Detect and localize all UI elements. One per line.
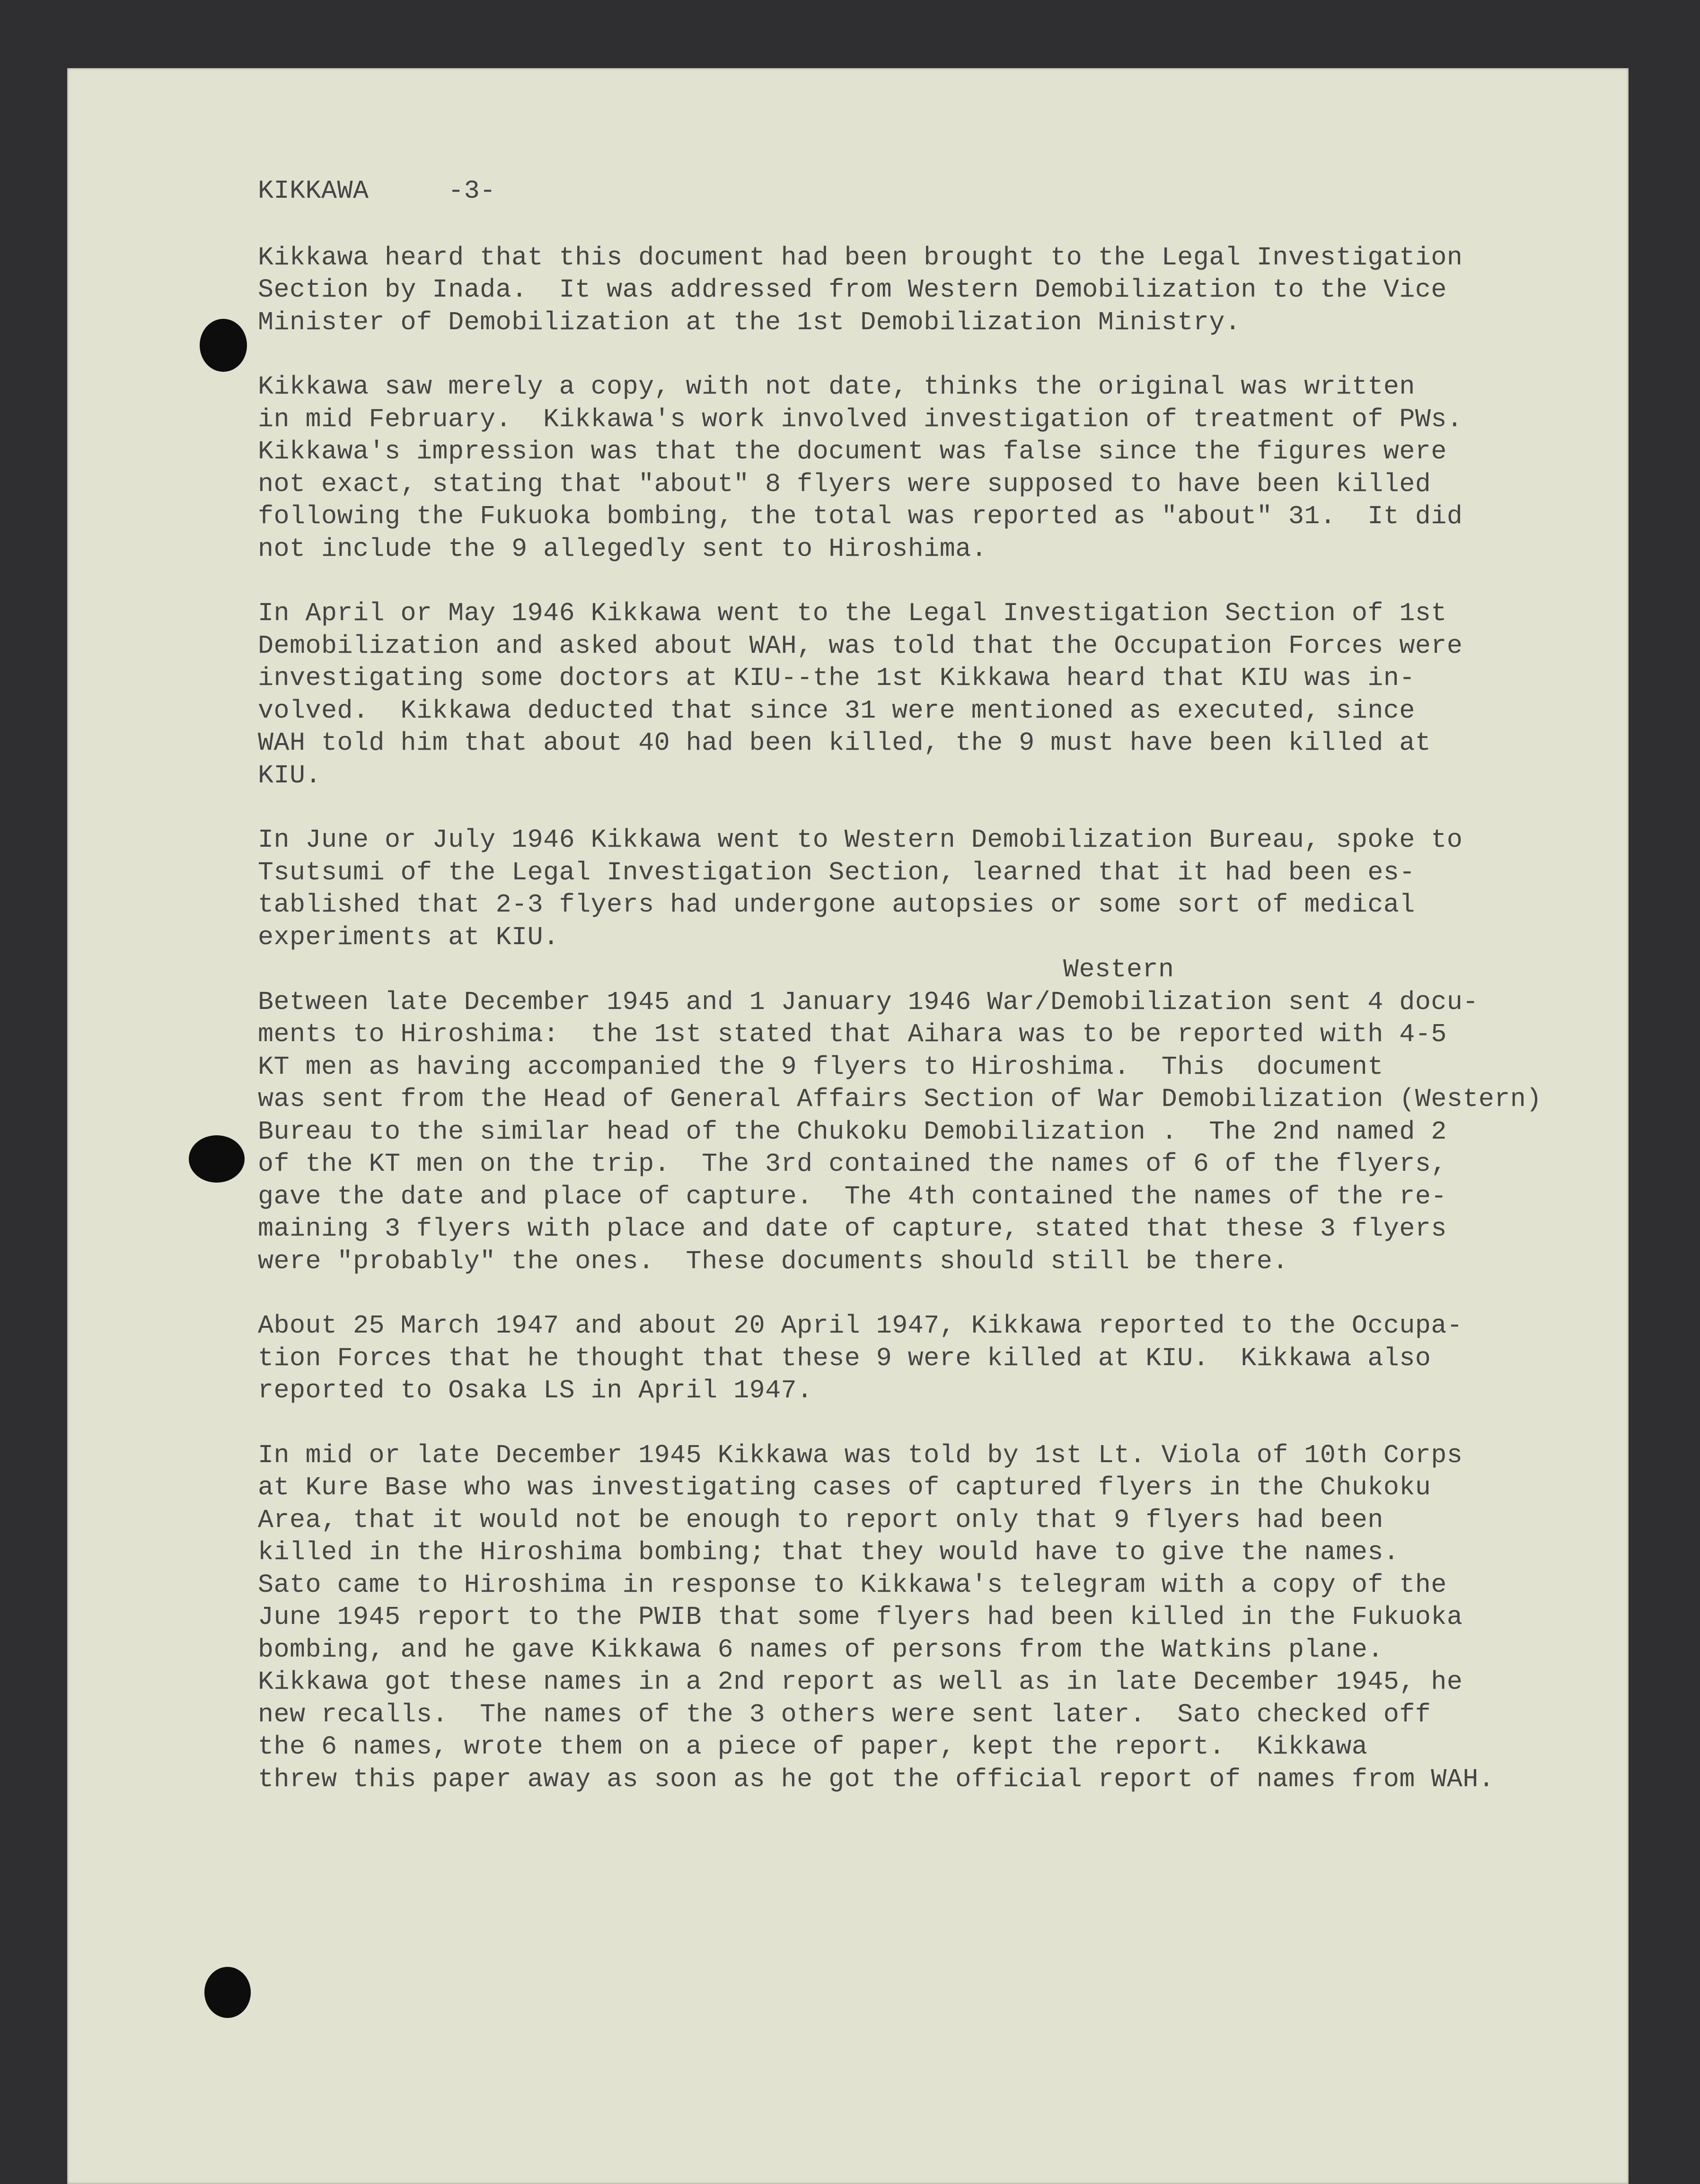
text-line: tion Forces that he thought that these 9 were killed at KIU. Kikkawa also	[258, 1343, 1431, 1373]
text-line: KT men as having accompanied the 9 flyers to Hiroshima. This document	[258, 1052, 1383, 1082]
paragraph-2	[258, 371, 1564, 565]
text-line: new recalls. The names of the 3 others were sent later. Sato checked off	[258, 1699, 1431, 1729]
text-line: at Kure Base who was investigating cases of captured flyers in the Chukoku	[258, 1473, 1431, 1502]
punch-hole-top	[200, 319, 247, 372]
text-line: were "probably" the ones. These documents should still be there.	[258, 1246, 1288, 1276]
paragraph-6	[258, 1310, 1564, 1407]
text-line: bombing, and he gave Kikkawa 6 names of persons from the Watkins plane.	[258, 1634, 1383, 1665]
text-line: Kikkawa got these names in a 2nd report as well as in late December 1945, he	[258, 1667, 1463, 1697]
paragraph-7	[258, 1439, 1564, 1796]
text-line: reported to Osaka LS in April 1947.	[258, 1376, 813, 1405]
text-line: volved. Kikkawa deducted that since 31 were mentioned as executed, since	[258, 695, 1415, 726]
text-line: was sent from the Head of General Affairs Section of War Demobilization (Western)	[258, 1084, 1542, 1114]
text-line: the 6 names, wrote them on a piece of paper, kept the report. Kikkawa	[258, 1732, 1368, 1762]
paragraph-3	[258, 597, 1564, 792]
insertion-text: Western	[1063, 955, 1174, 984]
text-line: Minister of Demobilization at the 1st Demobilization Ministry.	[258, 307, 1241, 337]
text-line: killed in the Hiroshima bombing; that they would have to give the names.	[258, 1537, 1400, 1567]
text-line: not exact, stating that "about" 8 flyers were supposed to have been killed	[258, 469, 1431, 499]
text-line: in mid February. Kikkawa's work involved investigation of treatment of PWs.	[258, 404, 1463, 434]
text-line: Bureau to the similar head of the Chukoku Demobilization . The 2nd named 2	[258, 1116, 1447, 1147]
text-line: Section by Inada. It was addressed from Western Demobilization to the Vice	[258, 275, 1447, 305]
text-line: WAH told him that about 40 had been killed, the 9 must have been killed at	[258, 728, 1431, 758]
text-line: About 25 March 1947 and about 20 April 1947, Kikkawa reported to the Occupa-	[258, 1311, 1463, 1341]
text-line: Kikkawa's impression was that the document was false since the figures were	[258, 437, 1447, 466]
text-line: In mid or late December 1945 Kikkawa was told by 1st Lt. Viola of 10th Corps	[258, 1440, 1463, 1470]
text-line: KIU.	[258, 760, 322, 790]
text-line: of the KT men on the trip. The 3rd contained the names of 6 of the flyers,	[258, 1149, 1447, 1179]
punch-hole-middle	[189, 1135, 245, 1183]
page-number: -3-	[448, 176, 496, 206]
text-line: Area, that it would not be enough to report only that 9 flyers had been	[258, 1505, 1383, 1535]
handwritten-insertion	[258, 954, 1564, 986]
text-line: not include the 9 allegedly sent to Hiroshima.	[258, 534, 987, 564]
text-line: threw this paper away as soon as he got the official report of names from WAH.	[258, 1764, 1495, 1794]
text-line: investigating some doctors at KIU--the 1st Kikkawa heard that KIU was in-	[258, 663, 1415, 693]
text-line: Between late December 1945 and 1 January 1946 War/Demobilization sent 4 docu-	[258, 987, 1479, 1017]
paragraph-5	[258, 954, 1564, 1278]
text-line: gave the date and place of capture. The 4th contained the names of the re-	[258, 1181, 1447, 1211]
text-line: Demobilization and asked about WAH, was told that the Occupation Forces were	[258, 631, 1463, 661]
text-line: Tsutsumi of the Legal Investigation Section, learned that it had been es-	[258, 857, 1415, 887]
text-line: Kikkawa heard that this document had been brought to the Legal Investigation	[258, 242, 1463, 272]
text-line: In June or July 1946 Kikkawa went to Western Demobilization Bureau, spoke to	[258, 825, 1463, 855]
text-line: maining 3 flyers with place and date of capture, stated that these 3 flyers	[258, 1214, 1447, 1244]
document-body	[258, 175, 1564, 1828]
header-name: KIKKAWA	[258, 176, 369, 206]
paragraph-4	[258, 824, 1564, 954]
paragraph-1	[258, 242, 1564, 339]
text-line: following the Fukuoka bombing, the total was reported as "about" 31. It did	[258, 501, 1463, 531]
page-header	[258, 175, 1564, 208]
punch-hole-bottom	[204, 1967, 251, 2018]
text-line: tablished that 2-3 flyers had undergone autopsies or some sort of medical	[258, 890, 1415, 920]
text-line: June 1945 report to the PWIB that some flyers had been killed in the Fukuoka	[258, 1602, 1463, 1632]
text-line: experiments at KIU.	[258, 922, 559, 952]
text-line: ments to Hiroshima: the 1st stated that Aihara was to be reported with 4-5	[258, 1019, 1447, 1049]
text-line: Kikkawa saw merely a copy, with not date, thinks the original was written	[258, 372, 1415, 402]
text-line: In April or May 1946 Kikkawa went to the Legal Investigation Section of 1st	[258, 598, 1447, 628]
text-line: Sato came to Hiroshima in response to Kikkawa's telegram with a copy of the	[258, 1570, 1447, 1600]
